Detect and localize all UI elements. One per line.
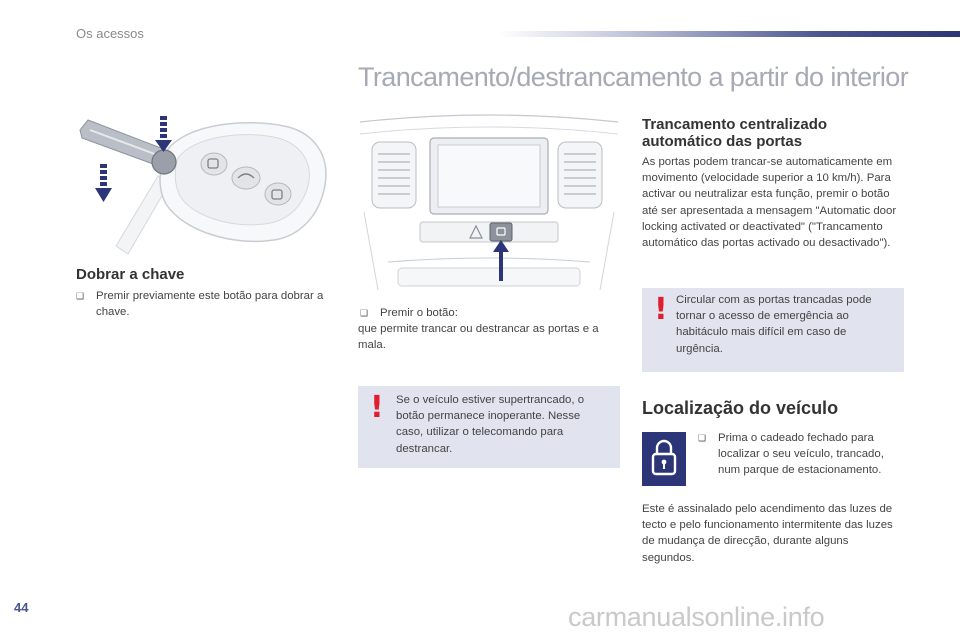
dashboard-illustration xyxy=(358,112,620,290)
key-fold-illustration xyxy=(74,112,344,260)
press-button-line: Premir o botão: xyxy=(380,307,458,319)
checkbox-bullet-icon: ❑ xyxy=(76,291,85,301)
exclamation-icon: ! xyxy=(654,292,668,327)
vehicle-location-bullet xyxy=(698,430,908,479)
auto-locking-heading-line2: automático das portas xyxy=(642,133,803,150)
watermark: carmanualsonline.info xyxy=(568,602,825,632)
checkbox-bullet-icon: ❑ xyxy=(698,433,707,443)
page-title: Trancamento/destrancamento a partir do interior xyxy=(358,62,909,92)
emergency-warning-box xyxy=(642,288,904,372)
vehicle-location-instruction: Prima o cadeado fechado para localizar o seu veículo, trancado, num parque de estacionamento. xyxy=(718,432,884,477)
checkbox-bullet-icon: ❑ xyxy=(360,308,369,318)
emergency-warning-text: Circular com as portas trancadas pode tornar o acesso de emergência ao habitáculo mais difícil em caso de urgência. xyxy=(676,294,872,355)
fold-key-bullet xyxy=(76,288,338,320)
interior-button-text xyxy=(358,305,618,354)
vehicle-location-heading: Localização do veículo xyxy=(642,398,839,418)
vehicle-location-text: Este é assinalado pelo acendimento das luzes de tecto e pelo funcionamento intermitente das luzes de mudança de direcção, durante alguns segundos. xyxy=(642,503,893,564)
header-bar xyxy=(498,31,960,37)
auto-locking-heading xyxy=(642,116,827,150)
auto-locking-text: As portas podem trancar-se automaticamente em movimento (velocidade superior a 10 km/h). Para activar ou neutralizar esta função, premir o botão até ser apresentada a mensagem "Automatic door locking activated or deactivated" ("Trancamento automático das portas activado ou desactivado"). xyxy=(642,156,897,250)
padlock-closed-icon xyxy=(642,432,686,486)
interior-button-description: que permite trancar ou destrancar as portas e a mala. xyxy=(358,323,599,352)
exclamation-icon: ! xyxy=(370,390,384,425)
auto-locking-heading-line1: Trancamento centralizado xyxy=(642,116,828,133)
fold-key-heading: Dobrar a chave xyxy=(76,266,185,283)
supertrancado-warning-text: Se o veículo estiver supertrancado, o botão permanece inoperante. Nesse caso, utilizar o telecomando para destrancar. xyxy=(396,394,585,455)
page-number: 44 xyxy=(14,600,29,615)
supertrancado-warning-box xyxy=(358,386,620,468)
fold-key-instruction: Premir previamente este botão para dobrar a chave. xyxy=(96,290,324,319)
section-label: Os acessos xyxy=(76,26,144,41)
